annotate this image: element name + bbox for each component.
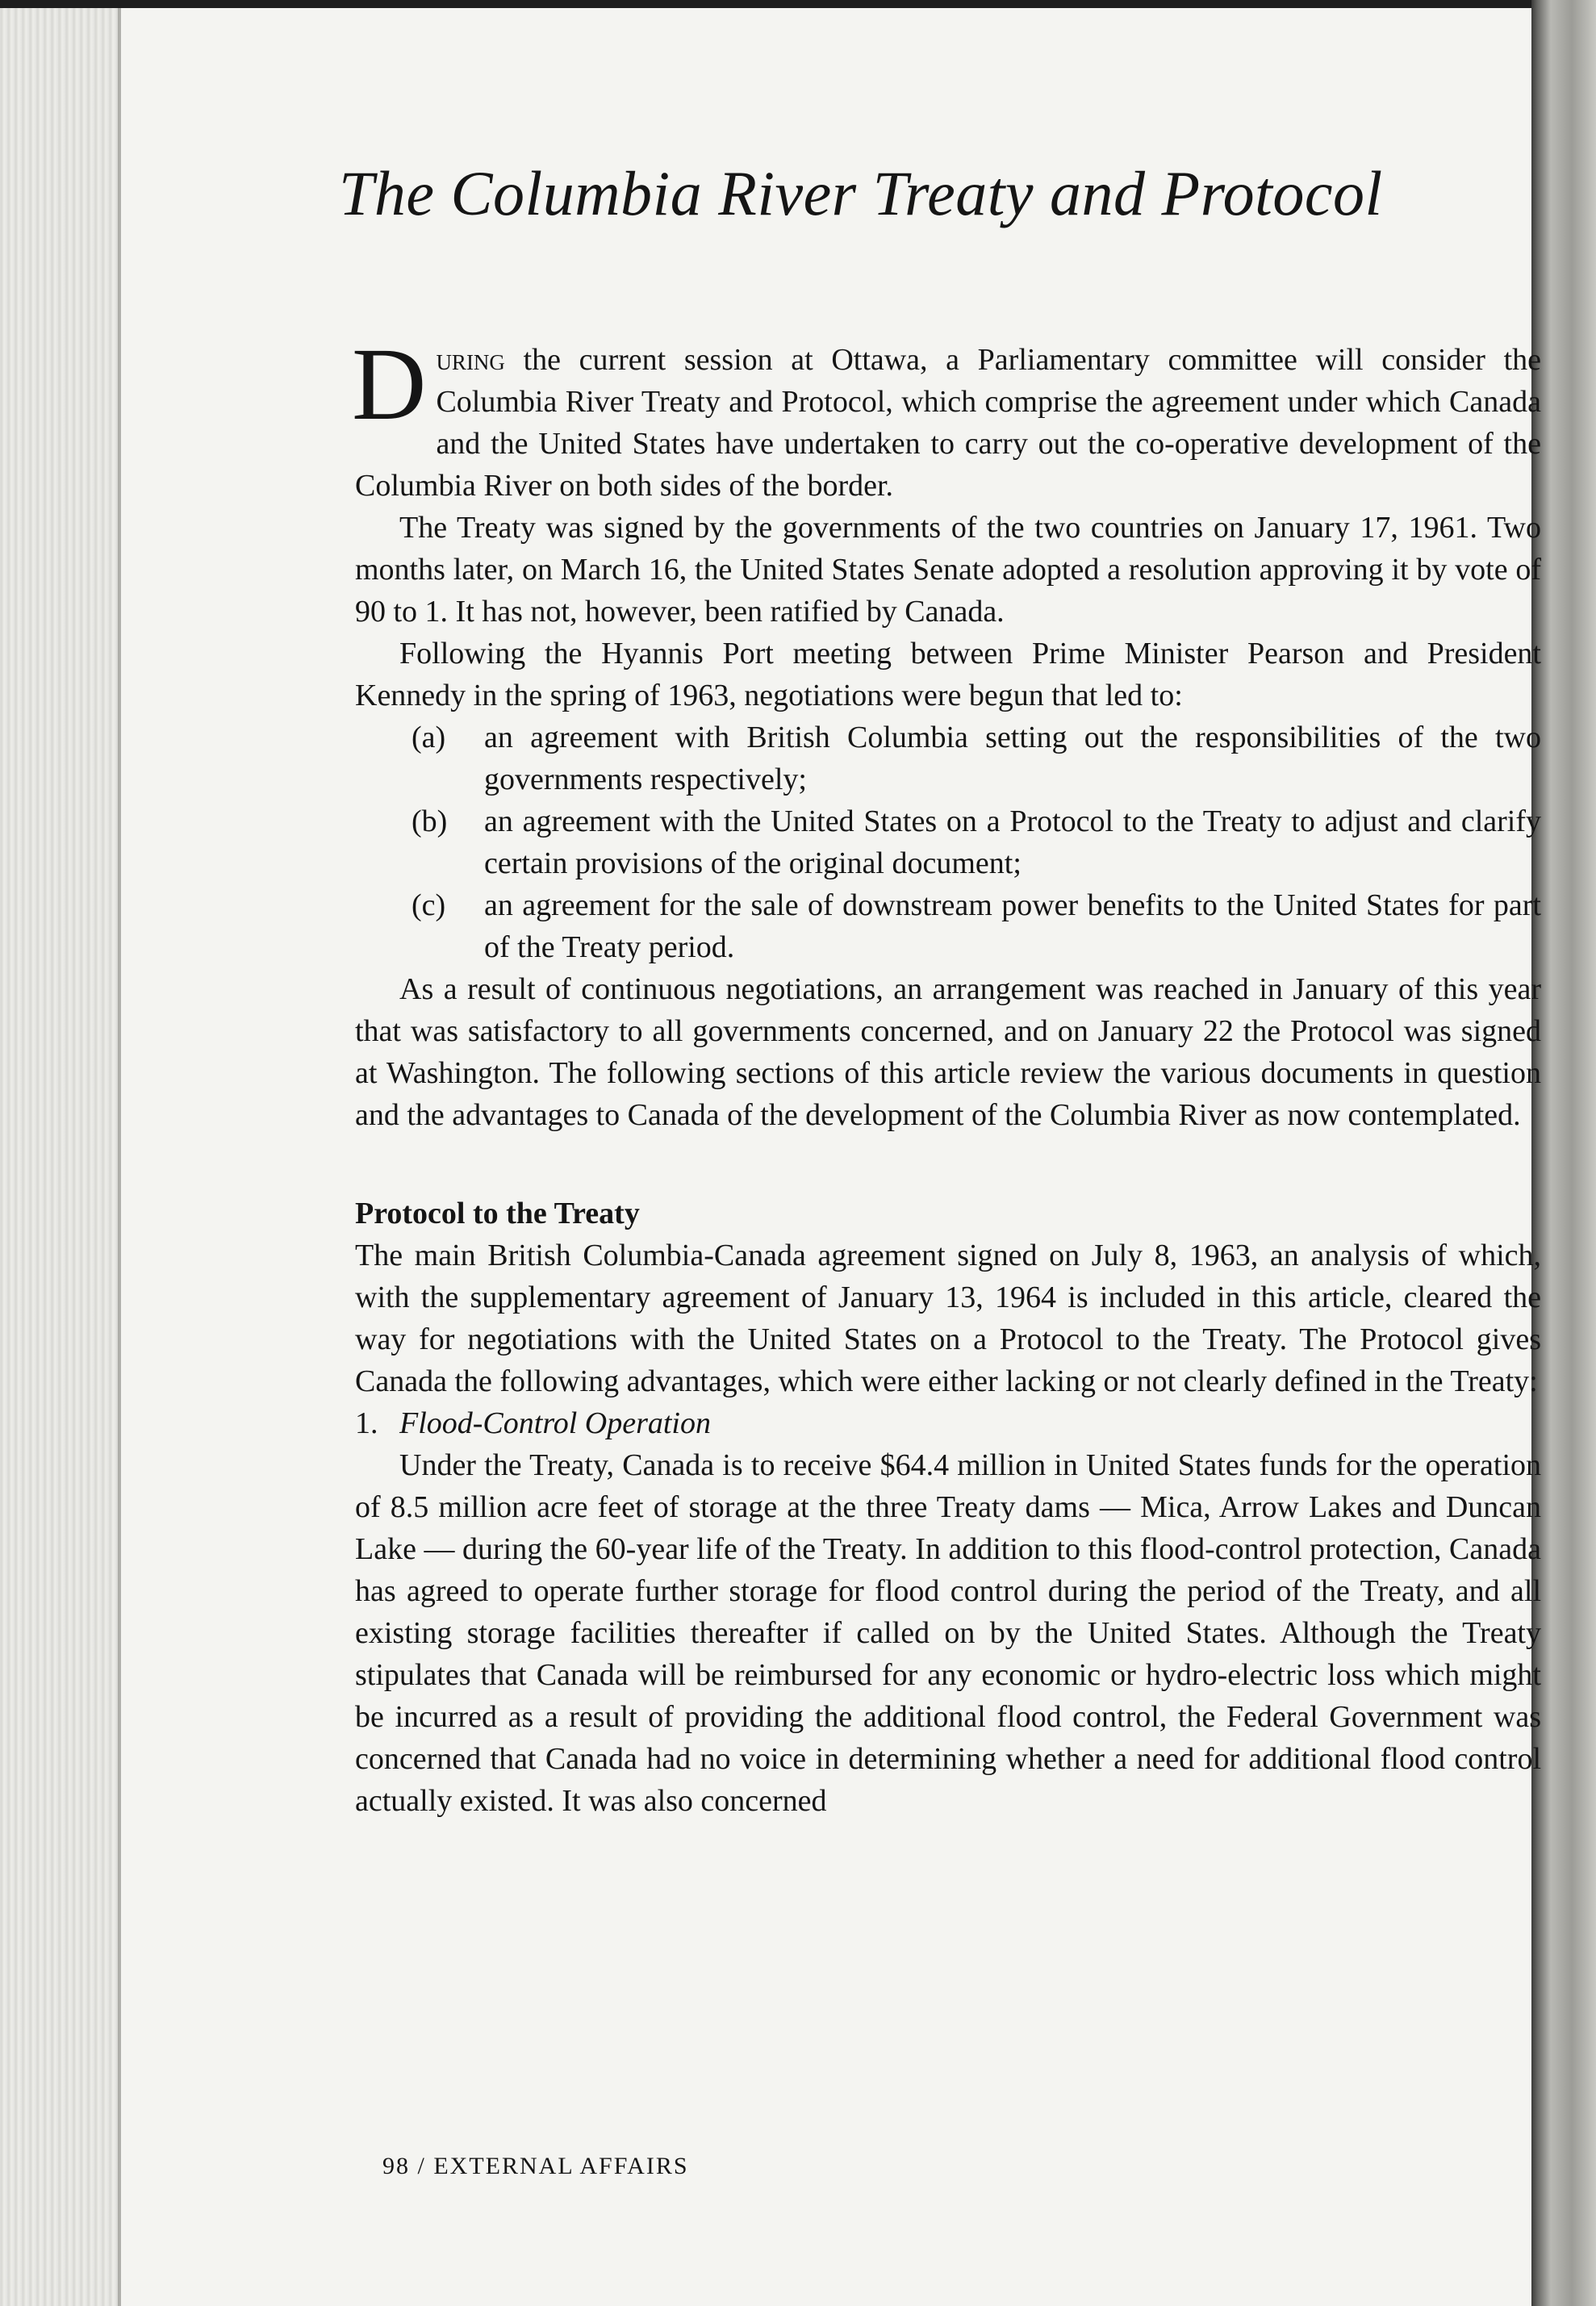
list-text: an agreement for the sale of downstream power benefits to the United States for part of the Treaty period. — [484, 888, 1541, 964]
intro-text: the current session at Ottawa, a Parliamentary committee will consider the Columbia River Treaty and Protocol, which comprise the agreement under which Canada and the United States have undertaken to carry out the co-operative development of the Columbia River on both sides of the border. — [355, 343, 1541, 503]
paragraph-treaty-signed: The Treaty was signed by the governments of the two countries on January 17, 1961. Two months later, on March 16, the United States Senate adopted a resolution approving it by vote of 90 to 1. It has not, however, been ratified by Canada. — [355, 511, 1541, 629]
list-text: an agreement with British Columbia setting out the responsibilities of the two governments respectively; — [484, 721, 1541, 796]
drop-cap: D — [352, 327, 427, 441]
negotiation-list — [355, 716, 1541, 968]
subheading-title: Flood-Control Operation — [399, 1406, 711, 1440]
article-body — [339, 153, 1541, 1822]
paragraph-negotiations: Following the Hyannis Port meeting between Prime Minister Pearson and President Kennedy in the spring of 1963, negotiations were begun that led to: — [355, 637, 1541, 712]
list-marker: (c) — [412, 888, 446, 922]
top-border — [0, 0, 1596, 8]
list-text: an agreement with the United States on a Protocol to the Treaty to adjust and clarify certain provisions of the original document; — [484, 804, 1541, 880]
paragraph-result: As a result of continuous negotiations, an arrangement was reached in January of this year that was satisfactory to all governments concerned, and on January 22 the Protocol was signed at Washington. The following sections of this article review the various documents in question and the advantages to Canada of the development of the Columbia River as now contemplated. — [355, 972, 1541, 1132]
binding-edge — [118, 8, 121, 2306]
numbered-subheading — [355, 1402, 1541, 1444]
page-edge-right — [1531, 0, 1596, 2306]
list-marker: (b) — [412, 804, 448, 838]
intro-lead: uring — [436, 343, 505, 377]
page-footer: 98 / EXTERNAL AFFAIRS — [382, 2153, 689, 2179]
list-item — [355, 716, 1541, 800]
list-item — [355, 884, 1541, 968]
section-body: The main British Columbia-Canada agreement signed on July 8, 1963, an analysis of which, with the supplementary agreement of January 13, 1964 is included in this article, cleared the way for negotiations with the United States on a Protocol to the Treaty. The Protocol gives Canada the following advantages, which were either lacking or not clearly defined in the Treaty: — [355, 1239, 1541, 1398]
list-item — [355, 800, 1541, 884]
subheading-number: 1. — [355, 1406, 378, 1440]
article-title: The Columbia River Treaty and Protocol — [339, 158, 1383, 228]
binding-gutter-left — [0, 8, 121, 2306]
flood-control-paragraph: Under the Treaty, Canada is to receive $64.4 million in United States funds for the operation of 8.5 million acre feet of storage at the three Treaty dams — Mica, Arrow Lakes and Duncan Lake — during the 60-year life of the Treaty. In addition to this flood-control protection, Canada has agreed to operate further storage for flood control during the period of the Treaty, and all existing storage facilities thereafter if called on by the United States. Although the Treaty stipulates that Canada will be reimbursed for any economic or hydro-electric loss which might be incurred as a result of providing the additional flood control, the Federal Government was concerned that Canada had no voice in determining whether a need for additional flood control actually existed. It was also concerned — [355, 1448, 1541, 1818]
section-heading: Protocol to the Treaty — [355, 1197, 640, 1230]
list-marker: (a) — [412, 721, 446, 754]
intro-paragraph — [352, 327, 1541, 507]
